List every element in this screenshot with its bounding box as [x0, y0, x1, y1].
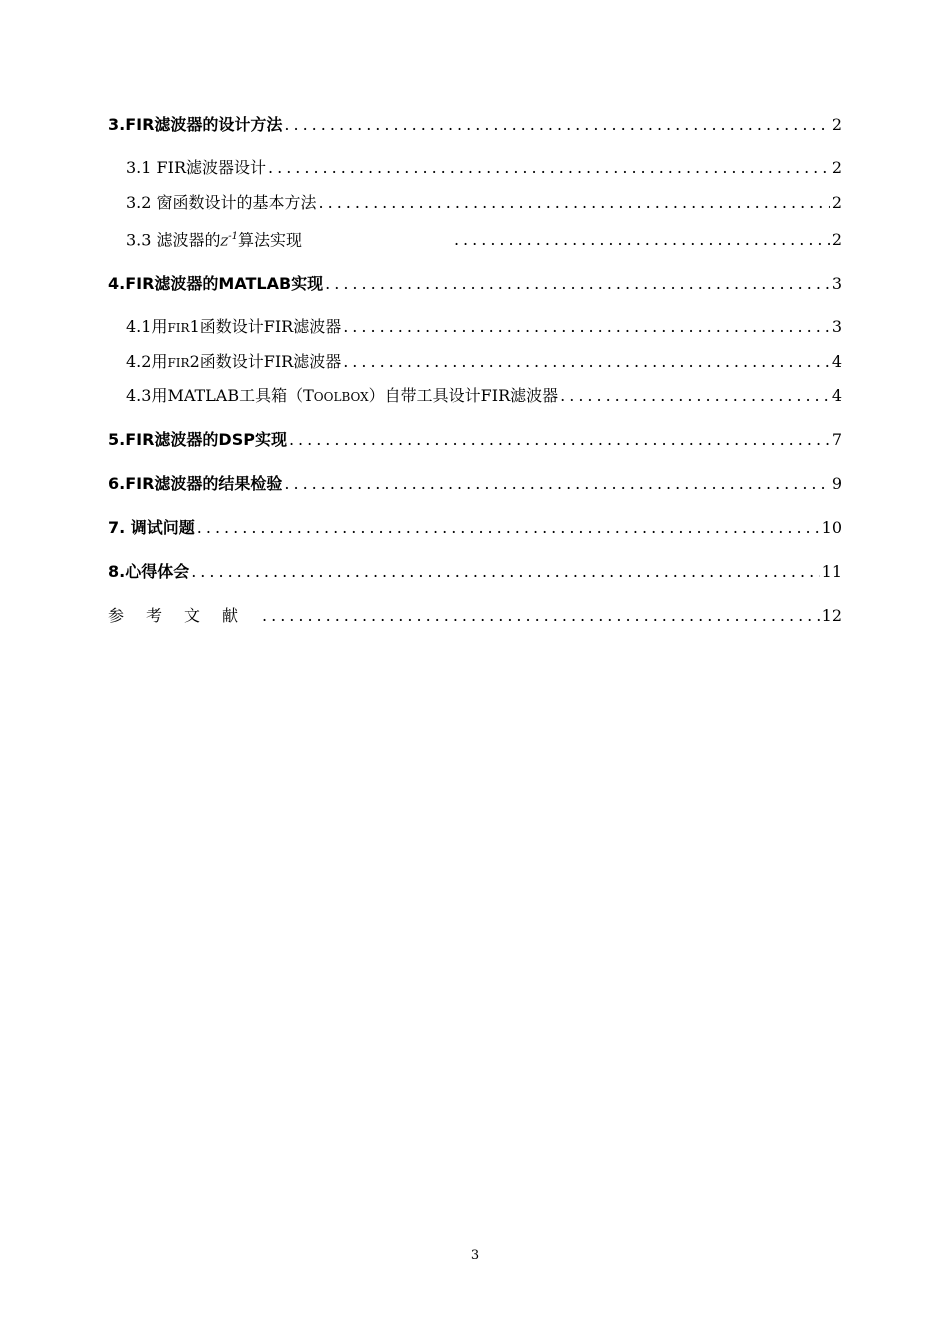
toc-leader-dots — [454, 230, 830, 250]
toc-entry-title: 8.心得体会 — [108, 562, 190, 581]
toc-entry-section-3-1[interactable] — [126, 158, 842, 178]
toc-entry-title: 6.FIR滤波器的结果检验 — [108, 474, 283, 493]
toc-leader-dots — [262, 606, 820, 626]
toc-entry-section-4-3[interactable] — [126, 386, 842, 407]
toc-leader-dots — [343, 352, 830, 372]
toc-entry-title — [126, 317, 341, 338]
toc-leader-dots — [284, 115, 829, 135]
toc-entry-page: 2 — [831, 115, 842, 134]
toc-leader-dots — [343, 317, 830, 337]
toc-leader-dots — [289, 430, 830, 450]
toc-entry-title: 3.FIR滤波器的设计方法 — [108, 115, 283, 134]
toc-entry-page: 3 — [831, 274, 842, 293]
toc-entry-page: 2 — [831, 193, 842, 212]
toc-leader-dots — [325, 274, 830, 294]
toc-entry-title-pre: 4.3用MATLAB工具箱（T — [126, 386, 314, 405]
toc-entry-title: 3.2 窗函数设计的基本方法 — [126, 193, 317, 212]
toc-entry-title-post: 1函数设计FIR滤波器 — [189, 317, 342, 336]
toc-entry-title: 7. 调试问题 — [108, 518, 195, 537]
toc-leader-dots — [191, 562, 819, 582]
toc-entry-page: 9 — [831, 474, 842, 493]
toc-entry-section-3-2[interactable] — [126, 193, 842, 213]
toc-entry-title: 5.FIR滤波器的DSP实现 — [108, 430, 287, 449]
toc-entry-chapter-5[interactable] — [108, 430, 842, 450]
page-number: 3 — [470, 1248, 480, 1263]
toc-entry-title-post: 2函数设计FIR滤波器 — [189, 352, 342, 371]
toc-entry-page: 12 — [821, 606, 842, 625]
toc-entry-title-smallcaps: OOLBOX — [313, 390, 369, 404]
toc-entry-page: 7 — [831, 430, 842, 449]
toc-entry-title — [126, 352, 341, 373]
math-superscript: -1 — [228, 231, 238, 242]
toc-entry-section-4-1[interactable] — [126, 317, 842, 338]
toc-leader-dots — [319, 193, 830, 213]
toc-leader-dots — [268, 158, 830, 178]
toc-entry-section-3-3[interactable] — [126, 227, 842, 252]
toc-entry-title — [108, 606, 260, 626]
toc-entry-chapter-3[interactable] — [108, 115, 842, 135]
toc-entry-chapter-6[interactable] — [108, 474, 842, 494]
toc-entry-title-post: ）自带工具设计FIR滤波器 — [368, 386, 559, 405]
toc-entry-section-4-2[interactable] — [126, 352, 842, 373]
toc-entry-title — [126, 386, 558, 407]
toc-leader-dots — [284, 474, 829, 494]
toc-entry-chapter-8[interactable] — [108, 562, 842, 582]
toc-entry-title: 4.FIR滤波器的MATLAB实现 — [108, 274, 324, 293]
toc-entry-page: 11 — [821, 562, 842, 581]
toc-entry-title: 3.1 FIR滤波器设计 — [126, 158, 267, 177]
toc-entry-references[interactable] — [108, 606, 842, 626]
toc-entry-title-smallcaps: FIR — [167, 356, 190, 370]
toc-entry-page: 2 — [831, 230, 842, 250]
toc-entry-page: 4 — [831, 352, 842, 371]
math-variable-z: Z — [220, 235, 229, 249]
toc-entry-page: 10 — [821, 518, 842, 537]
toc-entry-title-pre: 4.2用 — [126, 352, 168, 371]
toc-entry-title — [126, 227, 302, 252]
toc-entry-title-pre: 3.3 滤波器的 — [126, 230, 221, 250]
toc-entry-page: 2 — [831, 158, 842, 177]
toc-entry-page: 4 — [831, 386, 842, 405]
toc-leader-dots — [197, 518, 820, 538]
toc-entry-title-smallcaps: FIR — [167, 321, 190, 335]
toc-entry-title-pre: 4.1用 — [126, 317, 168, 336]
toc-leader-dots — [560, 386, 830, 406]
toc-entry-chapter-4[interactable] — [108, 274, 842, 294]
toc-entry-chapter-7[interactable] — [108, 518, 842, 538]
toc-entry-title-text: 参考文献 — [108, 606, 261, 625]
toc-entry-title-post: 算法实现 — [237, 230, 302, 250]
toc-entry-page: 3 — [831, 317, 842, 336]
